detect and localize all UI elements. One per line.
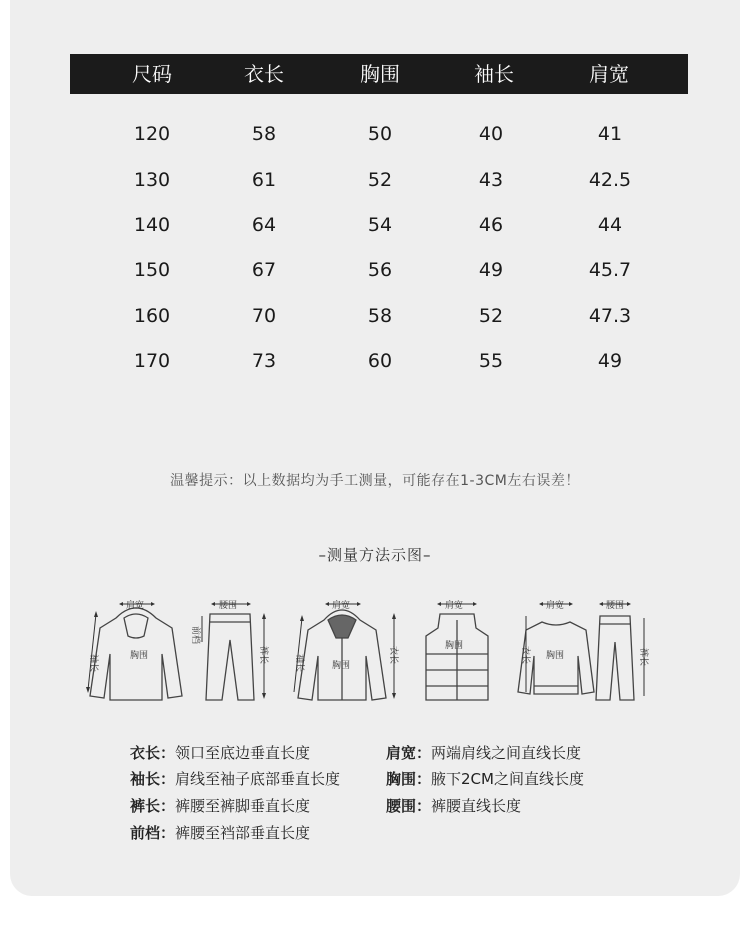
- label-pants-length-2: 裤长: [638, 648, 648, 667]
- cell-length: 58: [251, 123, 277, 145]
- cell-chest: 52: [367, 169, 393, 191]
- label-chest: 胸围: [130, 651, 149, 661]
- header-shoulder: 肩宽: [589, 62, 629, 86]
- cell-length: 61: [251, 169, 277, 191]
- hoodie-diagram: [86, 596, 186, 708]
- cell-sleeve: 43: [478, 169, 504, 191]
- label-waist: 腰围: [219, 601, 238, 611]
- label-shoulder-3: 肩宽: [445, 601, 464, 611]
- cell-sleeve: 40: [478, 123, 504, 145]
- legend-item: 肩宽：两端肩线之间直线长度: [386, 744, 582, 762]
- cell-chest: 58: [367, 305, 393, 327]
- cell-shoulder: 41: [597, 123, 623, 145]
- label-length-4: 衣长: [520, 646, 530, 665]
- label-waist-2: 腰围: [606, 601, 625, 611]
- cell-chest: 60: [367, 350, 393, 372]
- legend-item: 衣长：领口至底边垂直长度: [130, 744, 311, 762]
- label-sleeve: 袖长: [88, 654, 98, 673]
- label-shoulder-2: 肩宽: [332, 601, 351, 611]
- pants-diagram: [192, 596, 272, 708]
- legend-item: 前档：裤腰至裆部垂直长度: [130, 824, 311, 842]
- cell-shoulder: 42.5: [588, 169, 632, 191]
- header-chest: 胸围: [360, 62, 400, 86]
- cell-sleeve: 55: [478, 350, 504, 372]
- label-pants-length: 裤长: [258, 646, 268, 665]
- cell-chest: 54: [367, 214, 393, 236]
- legend-item: 腰围：裤腰直线长度: [386, 797, 522, 815]
- sweatshirt-set-diagram: [516, 596, 656, 708]
- legend-item: 裤长：裤腰至裤脚垂直长度: [130, 797, 311, 815]
- cell-size: 160: [133, 305, 171, 327]
- cell-size: 140: [133, 214, 171, 236]
- table-header: [70, 54, 688, 94]
- cell-chest: 50: [367, 123, 393, 145]
- label-sleeve-2: 袖长: [294, 654, 304, 673]
- cell-sleeve: 46: [478, 214, 504, 236]
- cell-length: 67: [251, 259, 277, 281]
- cell-size: 150: [133, 259, 171, 281]
- cell-size: 130: [133, 169, 171, 191]
- legend-item: 胸围：腋下2CM之间直线长度: [386, 770, 584, 788]
- cell-size: 120: [133, 123, 171, 145]
- cell-chest: 56: [367, 259, 393, 281]
- cell-length: 64: [251, 214, 277, 236]
- header-size: 尺码: [132, 62, 172, 86]
- header-length: 衣长: [244, 62, 284, 86]
- measurement-tip: 温馨提示：以上数据均为手工测量，可能存在1-3CM左右误差！: [170, 473, 580, 489]
- cell-length: 73: [251, 350, 277, 372]
- cell-length: 70: [251, 305, 277, 327]
- cell-shoulder: 49: [597, 350, 623, 372]
- cell-sleeve: 52: [478, 305, 504, 327]
- zip-hoodie-diagram: [292, 596, 402, 708]
- cell-shoulder: 45.7: [588, 259, 632, 281]
- label-rise: 前档: [190, 626, 200, 645]
- cell-size: 170: [133, 350, 171, 372]
- label-shoulder: 肩宽: [126, 601, 145, 611]
- header-sleeve: 袖长: [474, 62, 514, 86]
- label-chest-2: 胸围: [332, 661, 351, 671]
- label-length-2: 衣长: [388, 646, 398, 665]
- cell-shoulder: 47.3: [588, 305, 632, 327]
- vest-diagram: [412, 596, 502, 708]
- legend-item: 袖长：肩线至袖子底部垂直长度: [130, 770, 341, 788]
- cell-sleeve: 49: [478, 259, 504, 281]
- cell-shoulder: 44: [597, 214, 623, 236]
- method-title: –测量方法示图–: [318, 546, 432, 564]
- label-shoulder-4: 肩宽: [546, 601, 565, 611]
- label-chest-4: 胸围: [546, 651, 565, 661]
- label-chest-3: 胸围: [445, 641, 464, 651]
